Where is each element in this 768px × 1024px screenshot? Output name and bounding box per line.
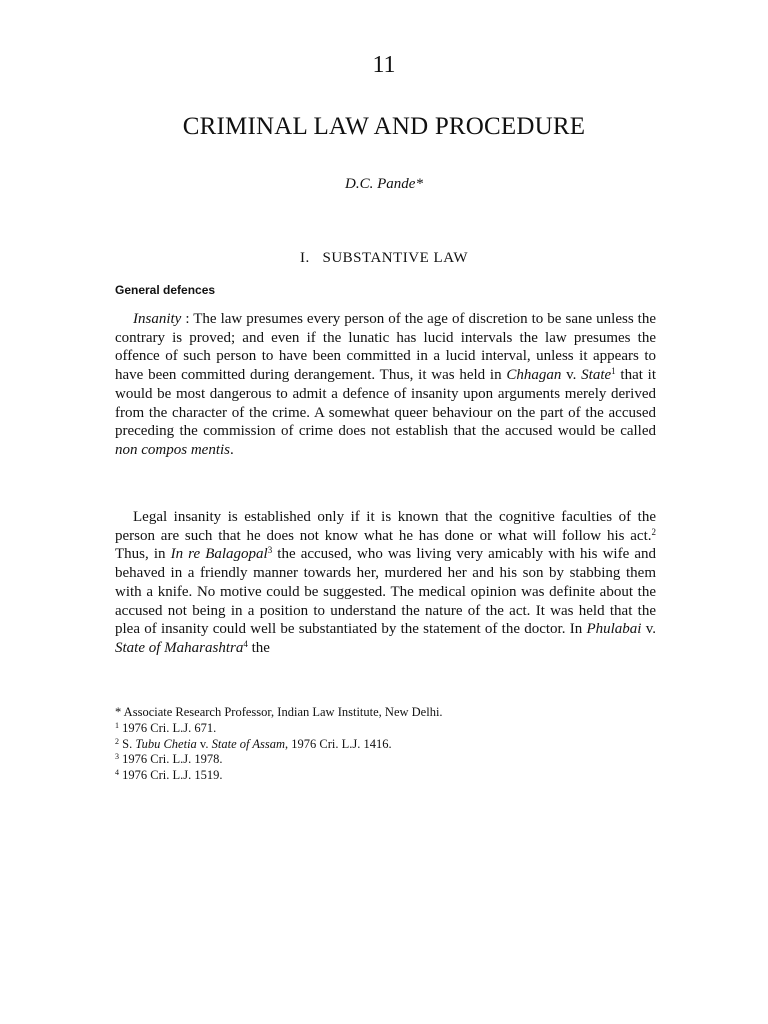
case-name: In re Balagopal xyxy=(170,546,268,563)
text: . xyxy=(230,441,234,458)
footnote-star xyxy=(115,705,675,721)
footnote-2 xyxy=(115,737,675,753)
chapter-number: 11 xyxy=(372,52,396,78)
text: Legal insanity is established only if it is known that the cognitive faculties of the person are such that he does not know what he has done or what will follow his act. xyxy=(115,509,656,544)
chapter-title: CRIMINAL LAW AND PROCEDURE xyxy=(182,113,586,140)
paragraph-insanity xyxy=(115,310,656,460)
footnote-4 xyxy=(115,768,675,784)
section-heading xyxy=(0,250,768,267)
footnote-text: S. xyxy=(119,736,136,751)
text: that it would be most dangerous to admit a defence of insanity upon arguments merely derived from the character of the crime. A somewhat queer behaviour on the part of the accused preceding the commission of crime does not establish that the accused would be called xyxy=(115,367,657,440)
footnote-text: 1976 Cri. L.J. 671. xyxy=(119,720,217,735)
author-byline: D.C. Pande* xyxy=(345,176,423,192)
text: the accused, who was living very amicably with his wife and behaved in a friendly manner towards her, murdered her and his son by stabbing them with a knife. No motive could be suggested. The medical opinion was definite about the accused not being in a position to understand the nature of the act. It was held that the plea of insanity could well be substantiated by the statement of the doctor. In xyxy=(115,546,656,638)
footnote-mark: * xyxy=(115,705,122,719)
footnote-ref: 1 xyxy=(611,366,616,377)
footnote-mark: 3 xyxy=(115,752,119,762)
footnote-ref: 3 xyxy=(267,545,273,556)
subheading-general-defences: General defences xyxy=(115,283,216,297)
case-name: State of Maharashtra xyxy=(115,639,244,656)
text: v. xyxy=(561,367,582,384)
footnote-1 xyxy=(115,721,675,737)
text: the xyxy=(247,639,270,656)
footnote-text: 1976 Cri. L.J. 1978. xyxy=(119,752,223,767)
footnote-ref: 2 xyxy=(651,526,656,537)
footnote-mark: 2 xyxy=(115,736,119,746)
footnotes xyxy=(115,705,675,784)
case-name: Tubu Chetia xyxy=(135,736,197,751)
case-name: State xyxy=(581,367,612,384)
footnote-text: v. xyxy=(196,736,212,751)
text: Thus, in xyxy=(115,546,171,563)
latin-term: non compos mentis xyxy=(115,441,230,458)
footnote-text: Associate Research Professor, Indian Law Institute, New Delhi. xyxy=(121,705,443,719)
text: v. xyxy=(641,621,656,638)
footnote-text: 1976 Cri. L.J. 1519. xyxy=(119,768,223,783)
footnote-text: , 1976 Cri. L.J. 1416. xyxy=(285,736,392,751)
footnote-mark: 4 xyxy=(115,768,119,778)
footnote-3 xyxy=(115,752,675,768)
section-heading-text: I. SUBSTANTIVE LAW xyxy=(300,250,468,266)
case-name: Chhagan xyxy=(506,367,562,384)
text: : The law presumes every person of the age of discretion to be sane unless the contrary is proved; and even if the lunatic has lucid intervals the law presumes the offence of such person to have been committed in a lucid interval, unless it appears to have been committed during derangement. Thus, it was held in xyxy=(115,311,656,384)
paragraph-legal-insanity xyxy=(115,508,656,658)
footnote-mark: 1 xyxy=(115,720,119,730)
case-name: State of Assam xyxy=(211,736,286,751)
footnote-ref: 4 xyxy=(243,638,248,649)
case-name: Phulabai xyxy=(586,621,642,638)
lead-term: Insanity xyxy=(133,311,182,327)
